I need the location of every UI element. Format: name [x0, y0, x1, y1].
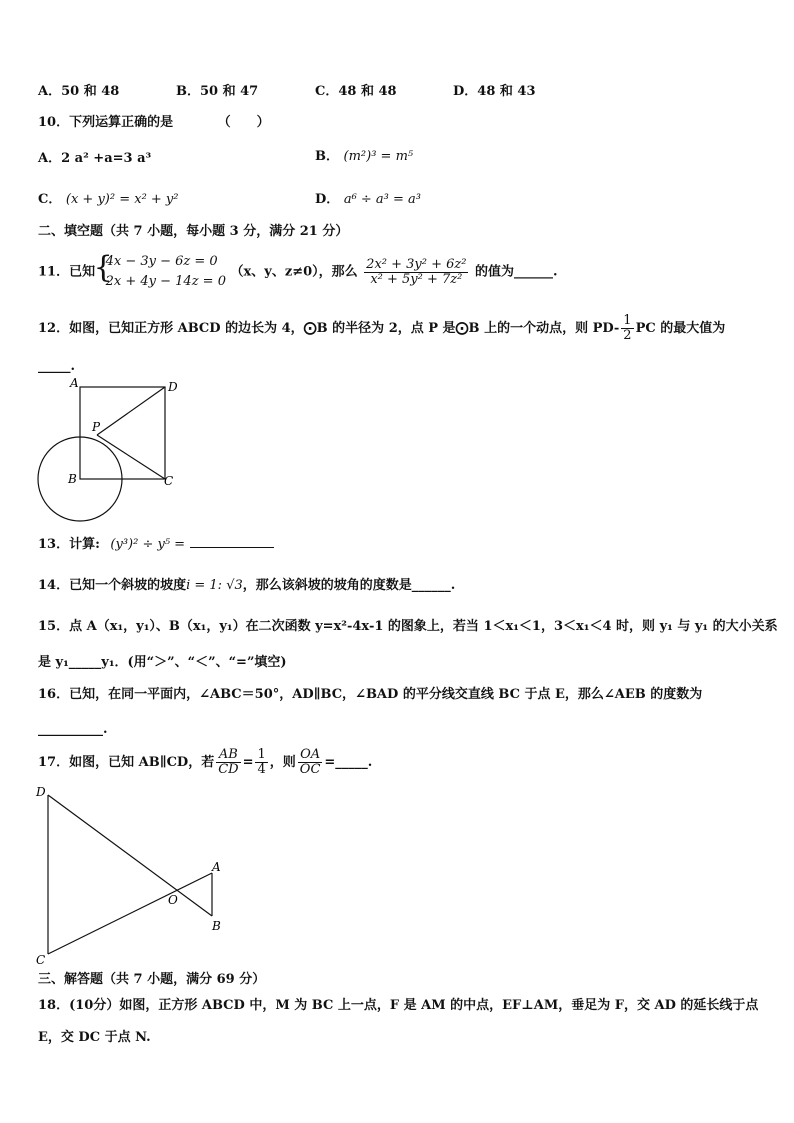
label-d: D [36, 785, 46, 799]
q10-option-a: A．2 a² +a=3 a³ [38, 151, 152, 166]
q10-stem-text: 10．下列运算正确的是 [38, 115, 174, 130]
q14-prefix: 14．已知一个斜坡的坡度 [38, 578, 187, 593]
q15-line2: 是 y₁_____y₁．(用“＞”、“＜”、“=”填空) [38, 655, 287, 670]
label-b: B [212, 919, 221, 933]
q10-option-c-label: C． [38, 192, 62, 207]
q10-option-c-expr: (x + y)² = x² + y² [65, 192, 179, 207]
q11 [38, 252, 558, 293]
q9-option-a: A．50 和 48 [38, 84, 120, 99]
q17-eq: = [242, 755, 254, 770]
q10-answer-paren: （ ） [217, 115, 270, 130]
q11-condition: （x、y、z≠0），那么 [230, 264, 358, 280]
q13-expr: (y³)² ÷ y⁵ = [110, 537, 186, 552]
label-d: D [168, 380, 178, 394]
q12-blank: _____. [38, 359, 76, 374]
q11-numerator: 2x² + 3y² + 6z² [366, 256, 467, 272]
q16-line1: 16．已知，在同一平面内，∠ABC＝50°，AD∥BC，∠BAD 的平分线交直线 BC 于点 E，那么∠AEB 的度数为 [38, 687, 703, 702]
q10-option-d-label: D． [315, 192, 340, 207]
segment-db [48, 795, 212, 916]
q18-line2: E，交 DC 于点 N. [38, 1030, 151, 1045]
q17-f2-num: 1 [257, 747, 266, 762]
q13-answer-blank[interactable] [190, 535, 274, 548]
q16-line2: __________. [38, 722, 108, 737]
figure-square-circle [30, 375, 190, 525]
q10-option-d-expr: a⁶ ÷ a³ = a³ [343, 192, 422, 207]
q12 [38, 312, 725, 346]
q11-eq2: 2x + 4y − 14z = 0 [105, 274, 226, 289]
q17-f1-num: AB [216, 748, 240, 763]
q17 [38, 746, 372, 780]
label-p: P [92, 420, 101, 434]
q13-prefix: 13．计算: [38, 537, 100, 552]
q17-f3-den: OC [299, 762, 321, 777]
q10-option-d [315, 191, 421, 209]
q17-frac-one-quarter [255, 748, 267, 777]
q9-option-c: C．48 和 48 [315, 84, 397, 99]
q11-fraction [364, 258, 468, 287]
label-a: A [212, 860, 221, 874]
q14-expr: i = 1: √3 [186, 578, 243, 593]
q17-frac-ab-cd [216, 748, 240, 777]
q11-eq1: { 4x − 3y − 6z = 0 [105, 254, 218, 269]
q10-option-b [315, 148, 413, 166]
q10-option-c [38, 191, 179, 209]
q10-option-b-label: B． [315, 149, 339, 164]
section-2-heading: 二、填空题（共 7 小题，每小题 3 分，满分 21 分） [38, 224, 349, 239]
q17-f1-den: CD [218, 762, 239, 777]
q14 [38, 577, 455, 595]
segment-pc [97, 435, 165, 479]
q12-fraction [621, 314, 633, 343]
q17-frac-oa-oc [298, 748, 323, 777]
label-o: O [168, 893, 178, 907]
q9-option-b: B．50 和 47 [176, 84, 259, 99]
section-3-heading: 三、解答题（共 7 小题，满分 69 分） [38, 972, 266, 987]
q10-stem [38, 114, 270, 132]
q9-option-d: D．48 和 43 [453, 84, 536, 99]
segment-ca [48, 873, 212, 954]
q14-suffix: ，那么该斜坡的坡角的度数是______. [242, 578, 456, 593]
q11-equation-system [100, 252, 226, 292]
q17-mid: ，则 [269, 755, 296, 770]
q18-line1: 18．(10分）如图，正方形 ABCD 中，M 为 BC 上一点，F 是 AM 的中点，EF⊥AM，垂足为 F，交 AD 的延长线于点 [38, 998, 759, 1013]
q11-suffix: 的值为______. [475, 264, 558, 280]
q17-f2-den: 4 [257, 762, 266, 777]
q12-frac-den: 2 [623, 328, 632, 343]
label-c: C [164, 474, 174, 488]
label-b: B [68, 472, 77, 486]
q13 [38, 535, 274, 554]
q12-text: 12．如图，已知正方形 ABCD 的边长为 4，⨀B 的半径为 2，点 P 是⨀B 上的一个动点，则 PD- [38, 321, 620, 336]
q17-suffix: =_____. [324, 755, 373, 770]
q15-line1: 15．点 A（x₁，y₁）、B（x₁，y₁）在二次函数 y=x²-4x-1 的图象上，若当 1＜x₁＜1，3＜x₁＜4 时，则 y₁ 与 y₁ 的大小关系 [38, 619, 778, 634]
label-a: A [70, 376, 79, 390]
figure-similar-triangles [30, 782, 240, 967]
label-c: C [36, 953, 46, 967]
q11-denominator: x² + 5y² + 7z² [370, 271, 463, 287]
q11-prefix: 11．已知 [38, 264, 96, 280]
q12-frac-num: 1 [623, 313, 632, 328]
q12-text2: PC 的最大值为 [635, 321, 726, 336]
q17-prefix: 17．如图，已知 AB∥CD，若 [38, 755, 215, 770]
segment-pd [97, 387, 165, 435]
q17-f3-num: OA [298, 748, 323, 763]
q10-option-b-expr: (m²)³ = m⁵ [343, 149, 414, 164]
